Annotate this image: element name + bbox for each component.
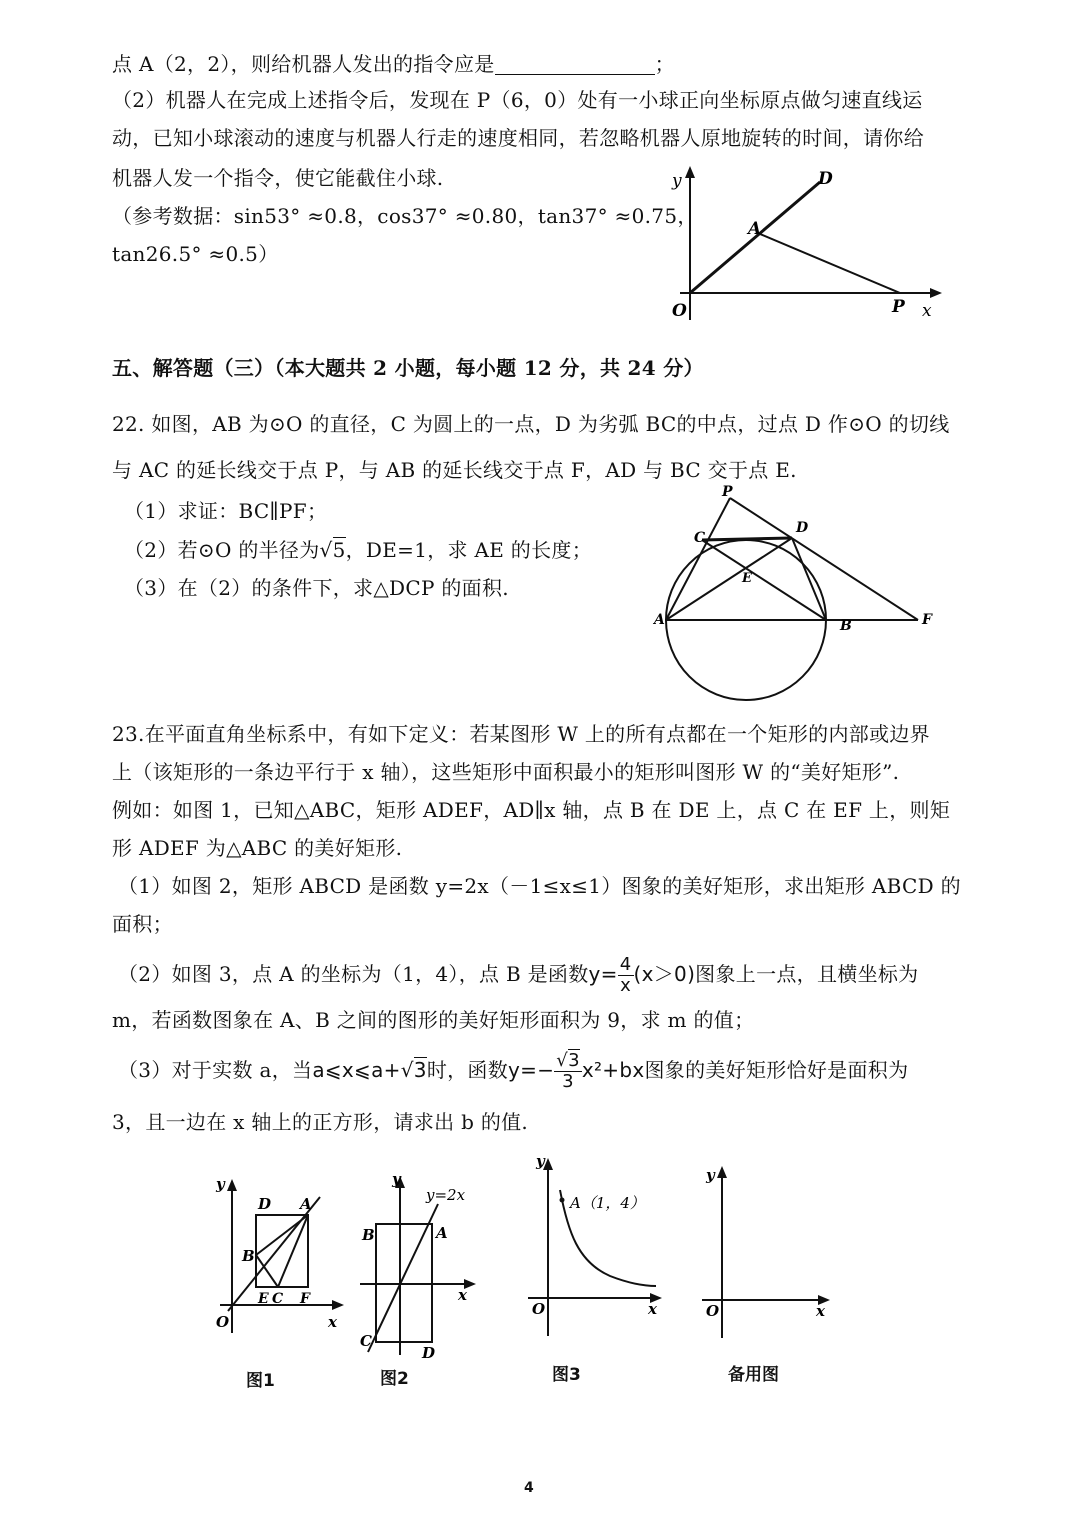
fig1-point-d: D	[258, 1195, 272, 1213]
q23-line2: 上（该矩形的一条边平行于 x 轴），这些矩形中面积最小的矩形叫图形 W 的“美好矩形”.	[112, 760, 900, 784]
fraction-denominator: x	[620, 975, 632, 996]
q23-part1-line2: 面积；	[112, 912, 173, 936]
q23-figure-3	[520, 1152, 670, 1342]
fig2-x-label: x	[458, 1286, 467, 1304]
fig3-x-label: x	[648, 1300, 657, 1318]
q21-fig-point-a: A	[748, 219, 762, 239]
q21-line1-end: ；	[654, 52, 675, 76]
q23-part2-fraction	[618, 955, 634, 996]
fig1-point-c: C	[272, 1291, 284, 1307]
fraction-denominator: 3	[562, 1071, 574, 1092]
q22-fig-point-d: D	[796, 520, 809, 536]
fig3-origin: O	[532, 1300, 546, 1318]
q21-part2-line2: 动，已知小球滚动的速度与机器人行走的速度相同，若忽略机器人原地旋转的时间，请你给	[112, 126, 924, 150]
sqrt-symbol: √	[400, 1058, 414, 1082]
q23-part2-condition: (x＞0)	[633, 962, 696, 986]
q21-part2-line1: （2）机器人在完成上述指令后，发现在 P（6，0）处有一小球正向坐标原点做匀速直线运	[112, 88, 923, 112]
fig1-point-f: F	[300, 1291, 310, 1307]
q23-part3-func-y: y=−	[508, 1058, 555, 1082]
q23-part3-func-tail: x²+bx	[581, 1058, 645, 1082]
q21-line1-text: 点 A（2，2），则给机器人发出的指令应是	[112, 52, 495, 76]
q23-line4: 形 ADEF 为△ABC 的美好矩形.	[112, 836, 403, 860]
numerator-radicand: 3	[568, 1050, 580, 1071]
fig1-y-label: y	[216, 1175, 225, 1193]
fig3-point-a: A（1，4）	[570, 1194, 645, 1212]
q23-spare-figure	[700, 1160, 840, 1340]
q23-part3-line2: 3，且一边在 x 轴上的正方形，请求出 b 的值.	[112, 1110, 529, 1134]
fig1-x-label: x	[328, 1313, 337, 1331]
q22-fig-point-a: A	[654, 612, 665, 628]
q21-fig-point-d: D	[818, 169, 833, 189]
fig2-point-d: D	[422, 1344, 436, 1360]
q23-part3-text: （3）对于实数 a，当	[118, 1058, 313, 1082]
fig1-caption: 图1	[246, 1371, 275, 1391]
q23-part3-radicand: 3	[413, 1058, 427, 1082]
q22-line1: 22. 如图，AB 为⊙O 的直径，C 为圆上的一点，D 为劣弧 BC的中点，过点 D 作⊙O 的切线	[112, 412, 950, 436]
q21-reference-line2: tan26.5° ≈0.5）	[112, 242, 279, 266]
fig3-y-label: y	[536, 1152, 545, 1170]
q22-fig-point-f: F	[922, 612, 932, 628]
q23-figure-1	[208, 1175, 348, 1345]
q21-fig-origin-label: O	[672, 301, 687, 321]
q22-fig-point-c: C	[694, 530, 706, 546]
fraction-numerator: 4	[619, 954, 632, 975]
q23-part3-inequality: a⩽x⩽a+	[312, 1058, 401, 1082]
fig4-origin: O	[706, 1302, 720, 1320]
q22-part1: （1）求证：BC∥PF；	[124, 499, 328, 523]
fraction-numerator: √3	[556, 1050, 580, 1071]
q23-part2-end: 图象上一点，且横坐标为	[695, 962, 919, 986]
fig1-point-e: E	[258, 1291, 269, 1307]
q22-fig-point-b: B	[840, 618, 852, 634]
q23-part3-fraction	[554, 1051, 582, 1092]
q21-line1	[112, 50, 675, 78]
fig2-function-label: y=2x	[426, 1186, 466, 1204]
fig4-x-label: x	[816, 1302, 825, 1320]
fig1-point-a: A	[300, 1195, 312, 1213]
q22-radius-radicand: 5	[332, 538, 346, 562]
q22-circle-figure	[650, 482, 950, 704]
fig4-caption: 备用图	[728, 1365, 779, 1385]
fig2-point-a: A	[436, 1224, 448, 1242]
answer-blank[interactable]	[495, 54, 655, 75]
q23-line1: 23.在平面直角坐标系中，有如下定义：若某图形 W 上的所有点都在一个矩形的内部或边界	[112, 722, 930, 746]
q22-part3: （3）在（2）的条件下，求△DCP 的面积.	[124, 576, 509, 600]
q23-figure-2	[352, 1170, 492, 1360]
fig2-caption: 图2	[380, 1369, 409, 1389]
q23-line3: 例如：如图 1，已知△ABC，矩形 ADEF，AD∥x 轴，点 B 在 DE 上，点 C 在 EF 上，则矩	[112, 798, 951, 822]
q23-part2-line2: m，若函数图象在 A、B 之间的图形的美好矩形面积为 9，求 m 的值；	[112, 1008, 755, 1032]
fig1-origin: O	[216, 1313, 230, 1331]
q22-part2-end: ，DE=1，求 AE 的长度；	[345, 538, 592, 562]
fig2-y-label: y	[392, 1170, 401, 1188]
q22-fig-point-p: P	[722, 484, 733, 500]
q23-part3-line1	[118, 1048, 908, 1092]
q21-part2-line3: 机器人发一个指令，使它能截住小球.	[112, 166, 444, 190]
q22-line2: 与 AC 的延长线交于点 P，与 AB 的延长线交于点 F，AD 与 BC 交于点 E.	[112, 458, 797, 482]
q21-reference-line1: （参考数据：sin53° ≈0.8，cos37° ≈0.80，tan37° ≈0.75，	[112, 204, 698, 228]
q23-part3-end: 图象的美好矩形恰好是面积为	[644, 1058, 909, 1082]
q22-part2	[124, 536, 592, 564]
q21-fig-y-label: y	[672, 171, 682, 191]
fig2-point-b: B	[362, 1226, 375, 1244]
page-number: 4	[524, 1480, 534, 1496]
q21-coordinate-figure	[660, 160, 950, 330]
q23-part2-line1	[118, 952, 918, 996]
fig3-caption: 图3	[552, 1365, 581, 1385]
q23-part3-mid: 时，函数	[426, 1058, 509, 1082]
fig1-point-b: B	[242, 1247, 255, 1265]
q23-part2-func-y: y=	[588, 962, 618, 986]
q21-fig-point-p: P	[892, 297, 905, 317]
q21-fig-x-label: x	[922, 301, 932, 321]
section-heading: 五、解答题（三）（本大题共 2 小题，每小题 12 分，共 24 分）	[112, 356, 704, 380]
q22-part2-text: （2）若⊙O 的半径为	[124, 538, 320, 562]
fig2-point-c: C	[360, 1332, 372, 1350]
q22-fig-point-e: E	[742, 571, 752, 586]
sqrt-symbol: √	[319, 538, 333, 562]
fig4-y-label: y	[706, 1166, 715, 1184]
q23-part1-line1: （1）如图 2，矩形 ABCD 是函数 y=2x（－1≤x≤1）图象的美好矩形，求出矩形 ABCD 的	[118, 874, 961, 898]
q23-part2-text: （2）如图 3，点 A 的坐标为（1，4），点 B 是函数	[118, 962, 589, 986]
